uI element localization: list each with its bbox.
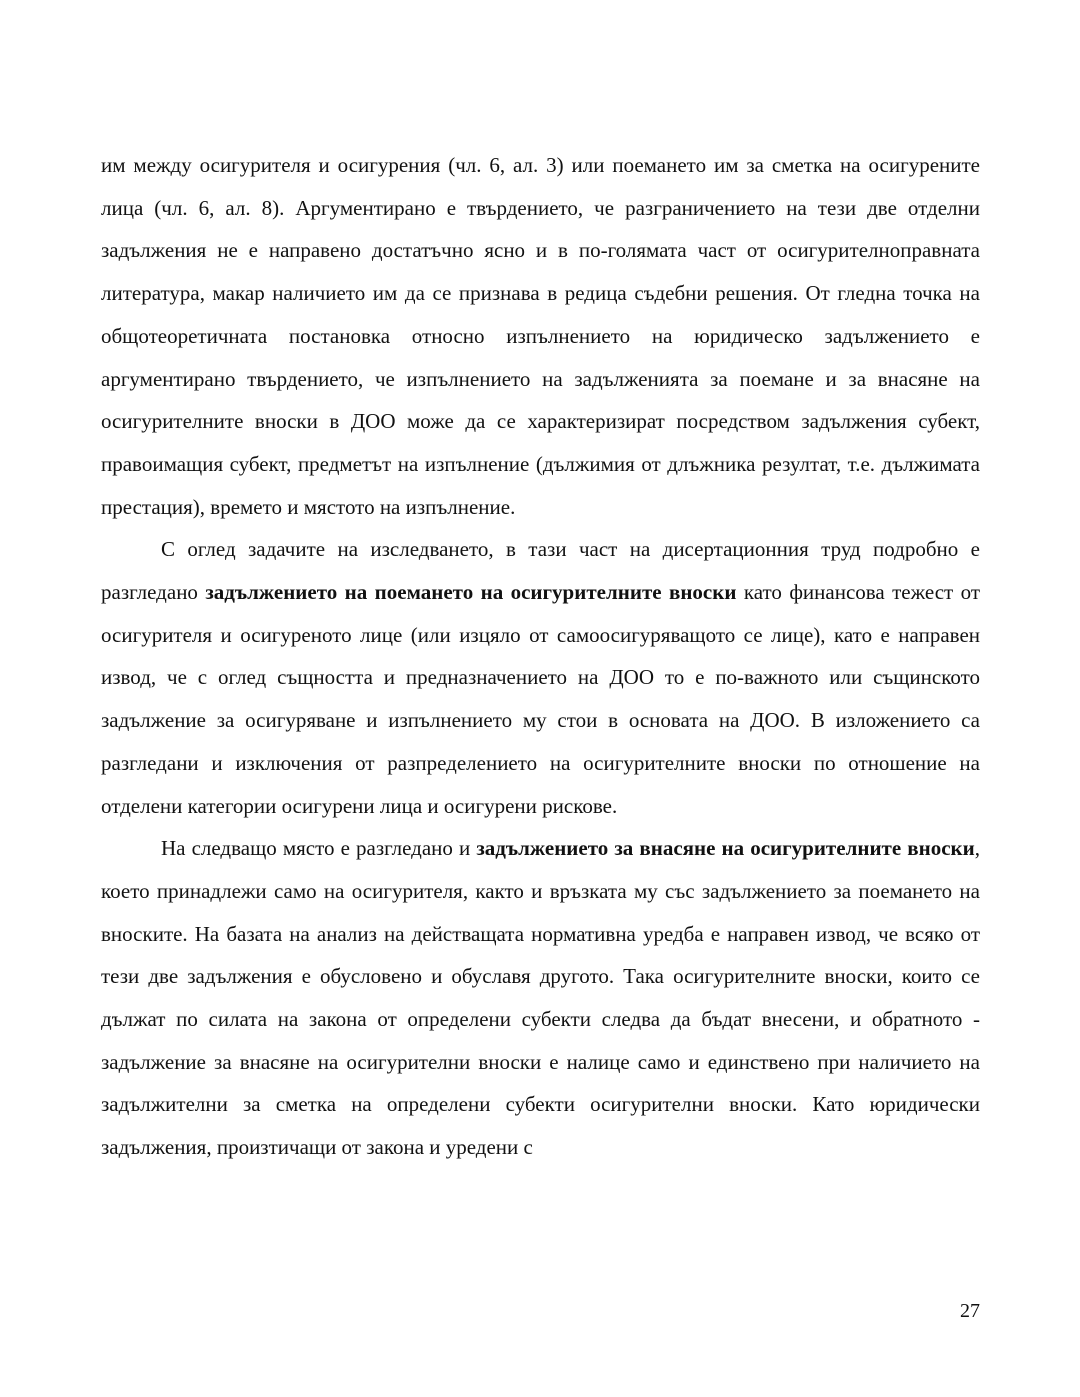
paragraph-2	[101, 528, 980, 827]
paragraph-3	[101, 827, 980, 1169]
paragraph-1	[101, 144, 980, 528]
document-body	[101, 144, 980, 1169]
paragraph-1-text: им между осигурителя и осигурения (чл. 6, ал. 3) или поемането им за сметка на осигурените лица (чл. 6, ал. 8). Аргументирано е твърдението, че разграничението на тези две отделни задължения не е направено достатъчно ясно и в по-голямата част от осигурителноправната литература, макар наличието им да се признава в редица съдебни решения. От гледна точка на общотеоретичната постановка относно изпълнението на юридическо задължението е аргументирано твърдението, че изпълнението на задълженията за поемане и за внасяне на осигурителните вноски в ДОО може да се характеризират посредством задължения субект, правоимащия субект, предметът на изпълнение (дължимия от длъжника резултат, т.е. дължимата престация), времето и мястото на изпълнение.	[101, 153, 980, 519]
paragraph-3-text-start: На следващо място е разгледано и	[161, 836, 477, 861]
paragraph-2-bold-term: задължението на поемането на осигурителните вноски	[205, 580, 737, 605]
page-number: 27	[960, 1300, 980, 1322]
paragraph-2-text-end: като финансова тежест от осигурителя и осигуреното лице (или изцяло от самоосигуряващото се лице), като е направен извод, че с оглед същността и предназначението на ДОО то е по-важното или същинското задължение за осигуряване и изпълнението му стои в основата на ДОО. В изложението са разгледани и изключения от разпределението на осигурителните вноски по отношение на отделени категории осигурени лица и осигурени рискове.	[101, 580, 981, 818]
paragraph-2-text-start: С оглед задачите на изследването, в тази част на дисертационния труд подробно е разгледано	[101, 537, 980, 605]
paragraph-3-text-end: , което принадлежи само на осигурителя, както и връзката му със задължението за поемането на вноските. На базата на анализ на действащата нормативна уредба е направен извод, че всяко от тези две задължения е обусловено и обуславя другото. Така осигурителните вноски, които се дължат по силата на закона от определени субекти следва да бъдат внесени, и обратното - задължение за внасяне на осигурителни вноски е налице само и единствено при наличието на задължителни за сметка на определени субекти осигурителни вноски. Като юридически задължения, произтичащи от закона и уредени с	[101, 836, 980, 1160]
paragraph-3-bold-term: задължението за внасяне на осигурителните вноски	[476, 836, 975, 861]
